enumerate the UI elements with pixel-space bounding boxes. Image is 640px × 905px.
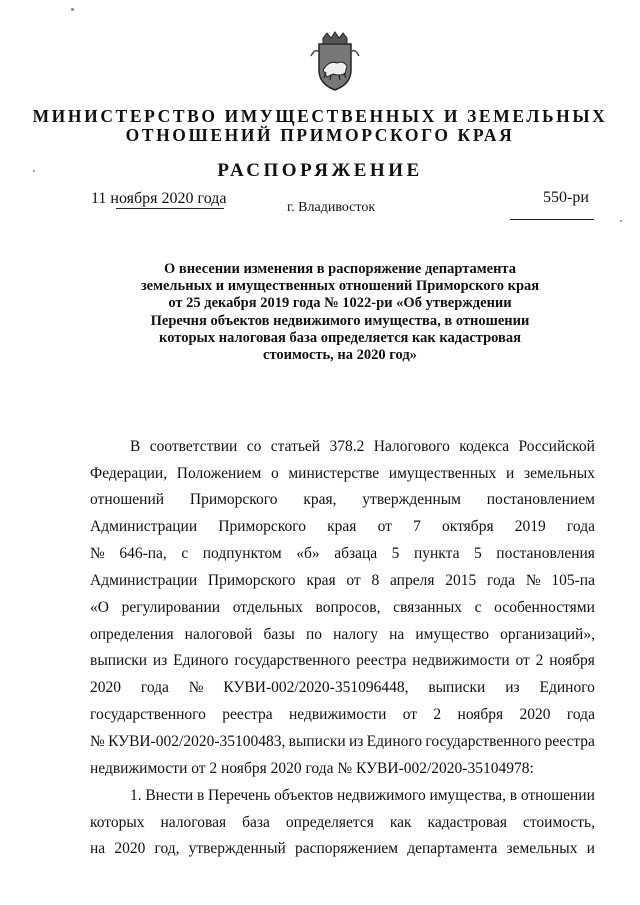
body-word: государственного [90, 706, 206, 723]
body-word: определяется [285, 814, 374, 831]
body-word: которых [90, 814, 145, 831]
body-line [90, 706, 595, 724]
body-word: 5 [474, 545, 482, 562]
body-word: стоимость, [522, 814, 595, 831]
body-line: недвижимости от 2 ноября 2020 года № КУВИ-002/2020-35104978: [90, 760, 534, 777]
body-word: реестра [544, 733, 595, 750]
body-word: постановления [496, 545, 595, 562]
body-word: база [242, 814, 270, 831]
body-word: Единого [173, 652, 229, 669]
body-word: 105-па [551, 572, 595, 589]
body-word: от [402, 706, 418, 723]
body-word: реестра [222, 706, 273, 723]
body-word: выписки [288, 733, 346, 750]
body-word: пункта [413, 545, 460, 562]
body-word: 2 [535, 652, 544, 669]
body-word: о [270, 465, 279, 482]
body-word: в [196, 787, 205, 804]
body-word: Налогового [373, 438, 450, 455]
body-word: из [152, 652, 168, 669]
body-word: Администрации [90, 572, 198, 589]
body-word: края [327, 518, 357, 535]
body-word: октября [442, 518, 494, 535]
body-word: утвержденным [362, 491, 461, 508]
body-word: № [188, 679, 204, 696]
body-word: кадастровая [427, 814, 507, 831]
body-word: подпунктом [202, 545, 282, 562]
body-word: выписки [428, 679, 486, 696]
scan-speck [71, 8, 74, 11]
document-date: 11 ноября 2020 года [91, 190, 227, 207]
body-word: Единого [366, 733, 423, 750]
body-word: утвержденный [188, 840, 286, 857]
body-word: выписки [90, 652, 148, 669]
body-word: отношении [520, 787, 595, 804]
body-word: от [346, 572, 361, 589]
body-word: № [525, 572, 541, 589]
body-word: года [566, 706, 595, 723]
body-word: год, [154, 840, 180, 857]
body-word: 1. [130, 787, 142, 804]
body-word: Российской [518, 438, 595, 455]
body-word: недвижимости [289, 706, 387, 723]
document-type-title: РАСПОРЯЖЕНИЕ [217, 160, 423, 181]
body-word: КУВИ-002/2020-35100483, [108, 733, 286, 750]
body-word: от [377, 518, 392, 535]
body-word: 2019 [514, 518, 546, 535]
body-line [130, 438, 595, 456]
body-line [90, 679, 595, 697]
body-word: департамента [407, 840, 498, 857]
body-word: имущество [415, 626, 490, 643]
body-word: отдельных [232, 599, 303, 616]
document-number: 550-ри [543, 189, 589, 206]
body-word: из [505, 679, 520, 696]
ministry-name-line1: МИНИСТЕРСТВО ИМУЩЕСТВЕННЫХ И ЗЕМЕЛЬНЫХ [32, 106, 608, 126]
body-word: № [90, 733, 105, 750]
body-word: 2 [433, 706, 442, 723]
body-line [130, 787, 595, 805]
body-word: на [90, 840, 106, 857]
body-word: Администрации [90, 518, 198, 535]
body-word: постановлением [486, 491, 595, 508]
body-line [90, 572, 595, 590]
body-line [90, 491, 595, 509]
body-word: отношений [90, 491, 165, 508]
body-word: 2020 [519, 706, 551, 723]
body-word: 7 [413, 518, 421, 535]
body-word: Единого [539, 679, 595, 696]
body-word: налоговой [184, 626, 253, 643]
body-word: 2015 [445, 572, 477, 589]
body-line [90, 652, 595, 670]
body-word: 646-па, [119, 545, 167, 562]
body-word: налоговая [160, 814, 227, 831]
body-word: государственного [425, 733, 542, 750]
body-word: из [348, 733, 364, 750]
body-word: Федерации, [90, 465, 168, 482]
body-word: 2020 [90, 679, 121, 696]
body-word: регулировании [121, 599, 221, 616]
body-word: и [506, 465, 515, 482]
body-word: края, [303, 491, 337, 508]
body-word: года [566, 518, 595, 535]
document-city: г. Владивосток [287, 200, 376, 215]
body-word: имущества, [429, 787, 507, 804]
body-word: ноября [549, 652, 595, 669]
body-word: соответствии [149, 438, 238, 455]
body-word: края [306, 572, 336, 589]
body-word: государственного [234, 652, 351, 669]
body-word: организаций», [500, 626, 595, 643]
body-word: 378.2 [329, 438, 365, 455]
body-line [90, 814, 595, 832]
body-word: кодекса [459, 438, 510, 455]
body-word: в [509, 787, 518, 804]
body-word: недвижимого [336, 787, 426, 804]
body-word: «О [90, 599, 109, 616]
body-word: апреля [390, 572, 435, 589]
date-underline [116, 208, 224, 209]
body-word: с [181, 545, 189, 562]
body-word: КУВИ-002/2020-351096448, [223, 679, 409, 696]
body-word: года [140, 679, 169, 696]
body-word: статьей [270, 438, 321, 455]
body-word: со [246, 438, 262, 455]
body-word: В [130, 438, 141, 455]
scan-speck [33, 170, 35, 172]
body-word: абзаца [334, 545, 378, 562]
body-word: на [389, 626, 405, 643]
body-word: № [90, 545, 105, 562]
body-line [90, 599, 595, 617]
body-word: Приморского [207, 572, 296, 589]
body-word: как [389, 814, 412, 831]
body-word: с [474, 599, 482, 616]
body-word: земельных [506, 840, 578, 857]
body-line [90, 733, 595, 751]
body-word: реестра [356, 652, 407, 669]
body-word: «б» [296, 545, 320, 562]
body-word: по [305, 626, 322, 643]
body-line [90, 840, 595, 858]
number-underline [510, 219, 594, 220]
body-word: распоряжением [294, 840, 399, 857]
body-word: 2020 [114, 840, 146, 857]
body-word: 5 [391, 545, 400, 562]
body-line [90, 465, 595, 483]
body-word: Перечень [208, 787, 271, 804]
body-word: налогу [333, 626, 378, 643]
body-word: особенностями [494, 599, 595, 616]
body-word: связанных [393, 599, 462, 616]
document-subject: О внесении изменения в распоряжение департамента земельных и имущественных отношений Приморского края от 25 декабря 2019 года № 1022-ри «Об утверждении Перечня объектов недвижимого имущества, в отношении которых налоговая база определяется как кадастровая стоимость, на 2020 год» [140, 261, 540, 364]
body-word: года [487, 572, 516, 589]
ministry-name-line2: ОТНОШЕНИЙ ПРИМОРСКОГО КРАЯ [125, 125, 515, 145]
body-word: и [586, 840, 595, 857]
body-word: Внести [145, 787, 194, 804]
body-line [90, 626, 595, 644]
body-word: Положением [176, 465, 262, 482]
body-word: Приморского [189, 491, 278, 508]
body-word: имущественных [388, 465, 497, 482]
body-word: определения [90, 626, 174, 643]
body-word: министерстве [288, 465, 380, 482]
body-word: ноября [457, 706, 504, 723]
coat-of-arms-icon [309, 30, 361, 92]
body-word: базы [263, 626, 295, 643]
body-word: вопросов, [315, 599, 381, 616]
body-word: 8 [371, 572, 380, 589]
body-word: земельных [524, 465, 595, 482]
scan-speck [620, 220, 622, 222]
body-word: от [515, 652, 530, 669]
body-word: Приморского [218, 518, 306, 535]
body-line [90, 518, 595, 536]
body-word: недвижимости [412, 652, 510, 669]
body-word: объектов [274, 787, 334, 804]
body-line [90, 545, 595, 563]
